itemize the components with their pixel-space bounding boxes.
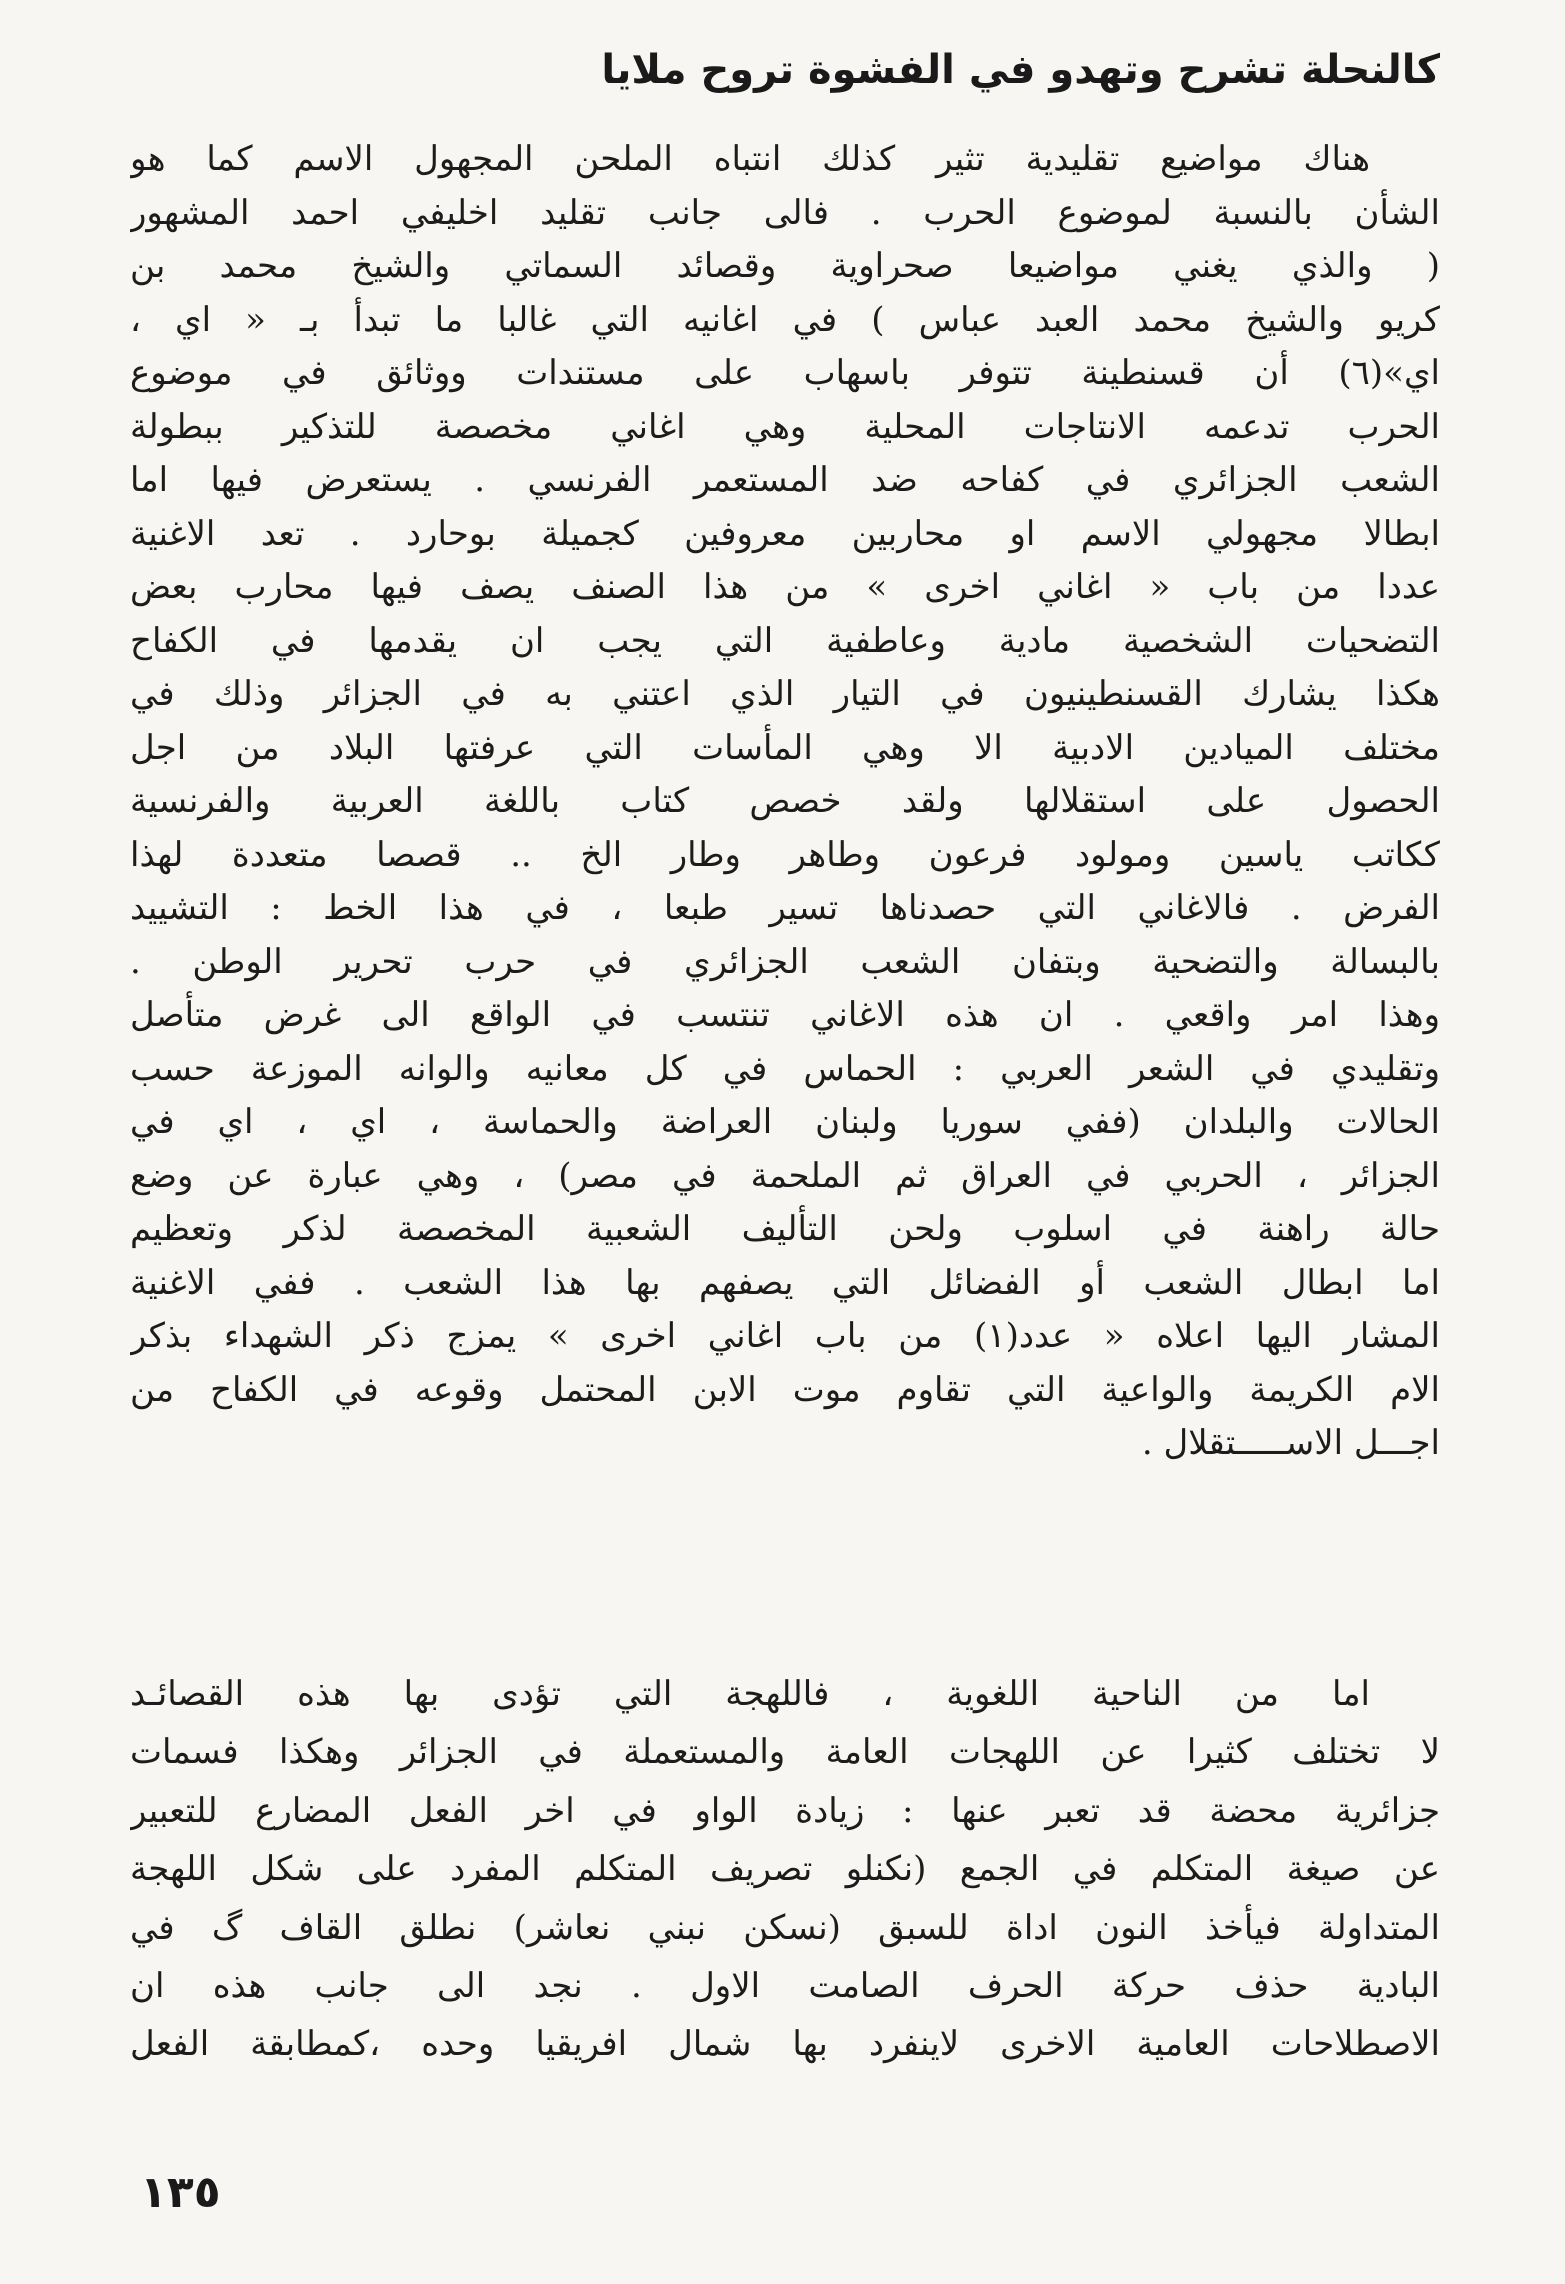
text-line: الشأن بالنسبة لموضوع الحرب . فالى جانب تقليد اخليفي احمد المشهور [130,192,1440,233]
text-line: الشعب الجزائري في كفاحه ضد المستعمر الفرنسي . يستعرض فيها اما [130,460,1440,500]
text-line: الحالات والبلدان (ففي سوريا ولبنان العراضة والحماسة ، اي ، اي في [130,1102,1440,1142]
text-line: المتداولة فيأخذ النون اداة للسبق (نسكن نبني نعاشر) نطلق القاف گ في [130,1907,1440,1948]
text-line: بالبسالة والتضحية وبتفان الشعب الجزائري في حرب تحرير الوطن . [130,941,1440,982]
text-line: اجـــل الاســـــتقلال . [1141,1423,1440,1463]
text-line: ( والذي يغني مواضيعا صحراوية وقصائد السماتي والشيخ محمد بن [130,246,1440,286]
text-line: ابطالا مجهولي الاسم او محاربين معروفين كجميلة بوحارد . تعد الاغنية [130,513,1440,554]
paragraph-1 [130,133,1440,1471]
page-number: ١٣٥ [140,2167,221,2218]
text-line: المشار اليها اعلاه « عدد(١) من باب اغاني اخرى » يمزج ذكر الشهداء بذكر [130,1316,1440,1356]
text-line: البادية حذف حركة الحرف الصامت الاول . نجد الى جانب هذه ان [130,1965,1440,2006]
running-head: كالنحلة تشرح وتهدو في الفشوة تروح ملايا [601,47,1440,93]
text-line: التضحيات الشخصية مادية وعاطفية التي يجب ان يقدمها في الكفاح [130,620,1440,661]
text-line: هكذا يشارك القسنطينيون في التيار الذي اعتني به في الجزائر وذلك في [130,674,1440,714]
text-line: اما من الناحية اللغوية ، فاللهجة التي تؤدى بها هذه القصائـد [130,1674,1370,1714]
text-line: حالة راهنة في اسلوب ولحن التأليف الشعبية المخصصة لذكر وتعظيم [130,1209,1440,1249]
text-line: ككاتب ياسين ومولود فرعون وطاهر وطار الخ .. قصصا متعددة لهذا [130,834,1440,875]
text-line: مختلف الميادين الادبية الا وهي المأسات التي عرفتها البلاد من اجل [130,727,1440,768]
paragraph-2 [130,1665,1440,2074]
text-line: لا تختلف كثيرا عن اللهجات العامة والمستعملة في الجزائر وهكذا فسمات [130,1732,1440,1773]
text-line: الام الكريمة والواعية التي تقاوم موت الابن المحتمل وقوعه في الكفاح من [130,1369,1440,1410]
text-line: عددا من باب « اغاني اخرى » من هذا الصنف يصف فيها محارب بعض [130,567,1440,607]
text-line: هناك مواضيع تقليدية تثير كذلك انتباه الملحن المجهول الاسم كما هو [130,139,1370,179]
text-line: وتقليدي في الشعر العربي : الحماس في كل معانيه والوانه الموزعة حسب [130,1048,1440,1089]
text-line: وهذا امر واقعي . ان هذه الاغاني تنتسب في الواقع الى غرض متأصل [130,995,1440,1035]
text-line: الحصول على استقلالها ولقد خصص كتاب باللغة العربية والفرنسية [130,781,1440,821]
text-line: اما ابطال الشعب أو الفضائل التي يصفهم بها هذا الشعب . ففي الاغنية [130,1262,1440,1303]
text-line: الحرب تدعمه الانتاجات المحلية وهي اغاني مخصصة للتذكير ببطولة [130,406,1440,447]
text-line: كريو والشيخ محمد العبد عباس ) في اغانيه التي غالبا ما تبدأ بـ « اي ، [130,299,1440,340]
text-line: الجزائر ، الحربي في العراق ثم الملحمة في مصر) ، وهي عبارة عن وضع [130,1155,1440,1196]
text-line: جزائرية محضة قد تعبر عنها : زيادة الواو في اخر الفعل المضارع للتعبير [130,1790,1440,1831]
text-line: اي»(٦) أن قسنطينة تتوفر باسهاب على مستندات ووثائق في موضوع [130,353,1440,393]
text-line: عن صيغة المتكلم في الجمع (نكنلو تصريف المتكلم المفرد على شكل اللهجة [130,1849,1440,1890]
text-line: الفرض . فالاغاني التي حصدناها تسير طبعا ، في هذا الخط : التشييد [130,888,1440,928]
text-line: الاصطلاحات العامية الاخرى لاينفرد بها شمال افريقيا وحده ،كمطابقة الفعل [130,2024,1440,2065]
